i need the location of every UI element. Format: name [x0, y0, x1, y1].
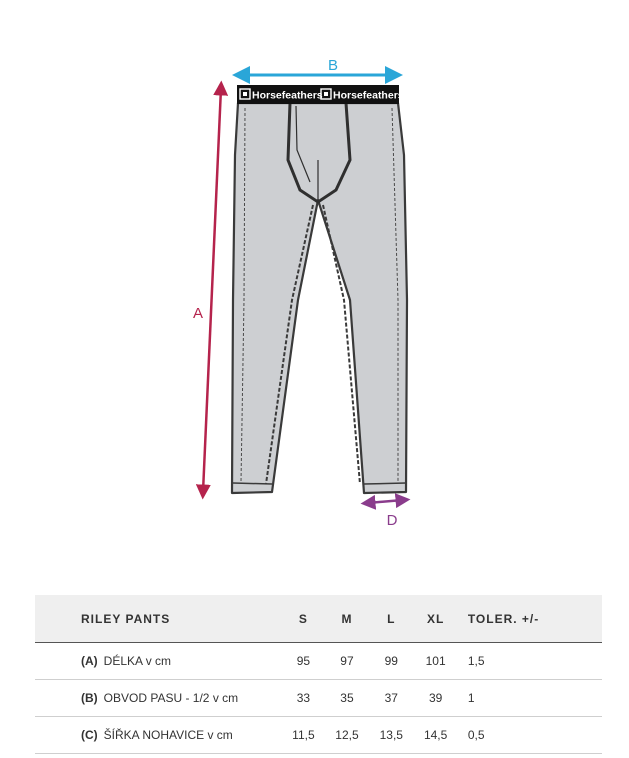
size-header-xl: XL [413, 595, 457, 643]
value-xl: 39 [413, 680, 457, 717]
table-row [35, 680, 602, 717]
table-row [35, 717, 602, 754]
label-a: A [192, 305, 204, 322]
value-s: 95 [282, 643, 325, 680]
brand-text-left: Horsefeathers [252, 89, 323, 102]
value-l: 99 [369, 643, 413, 680]
measure-name [35, 680, 282, 717]
tolerance-header: TOLER. +/- [458, 595, 602, 643]
cuff-right [364, 483, 406, 484]
size-header-s: S [282, 595, 325, 643]
pants-body [232, 103, 407, 493]
value-s: 33 [282, 680, 325, 717]
measure-label: OBVOD PASU - 1/2 v cm [103, 691, 239, 705]
value-tolerance: 1 [458, 680, 602, 717]
arrow-d [368, 500, 403, 503]
value-tolerance: 1,5 [458, 643, 602, 680]
cuff-left [233, 483, 272, 484]
table-row [35, 643, 602, 680]
value-s: 11,5 [282, 717, 325, 754]
size-header-l: L [369, 595, 413, 643]
value-m: 12,5 [325, 717, 369, 754]
measure-code: (C) [81, 728, 98, 742]
product-name: RILEY PANTS [35, 595, 282, 643]
value-xl: 101 [413, 643, 457, 680]
value-l: 37 [369, 680, 413, 717]
brand-text-right: Horsefeathers [333, 89, 404, 102]
value-xl: 14,5 [413, 717, 457, 754]
value-l: 13,5 [369, 717, 413, 754]
size-table [35, 595, 602, 754]
measure-code: (A) [81, 654, 98, 668]
value-tolerance: 0,5 [458, 717, 602, 754]
value-m: 97 [325, 643, 369, 680]
measure-name [35, 717, 282, 754]
size-header-m: M [325, 595, 369, 643]
brand-logo-left [240, 89, 323, 102]
label-b: B [327, 57, 339, 74]
pants-illustration [232, 85, 407, 493]
label-d: D [386, 512, 398, 529]
brand-logo-right [321, 89, 404, 102]
measure-label: DÉLKA v cm [103, 654, 172, 668]
table-header-row [35, 595, 602, 643]
measure-label: ŠÍŘKA NOHAVICE v cm [103, 728, 233, 742]
measure-name [35, 643, 282, 680]
arrow-a [203, 88, 221, 492]
measure-code: (B) [81, 691, 98, 705]
value-m: 35 [325, 680, 369, 717]
